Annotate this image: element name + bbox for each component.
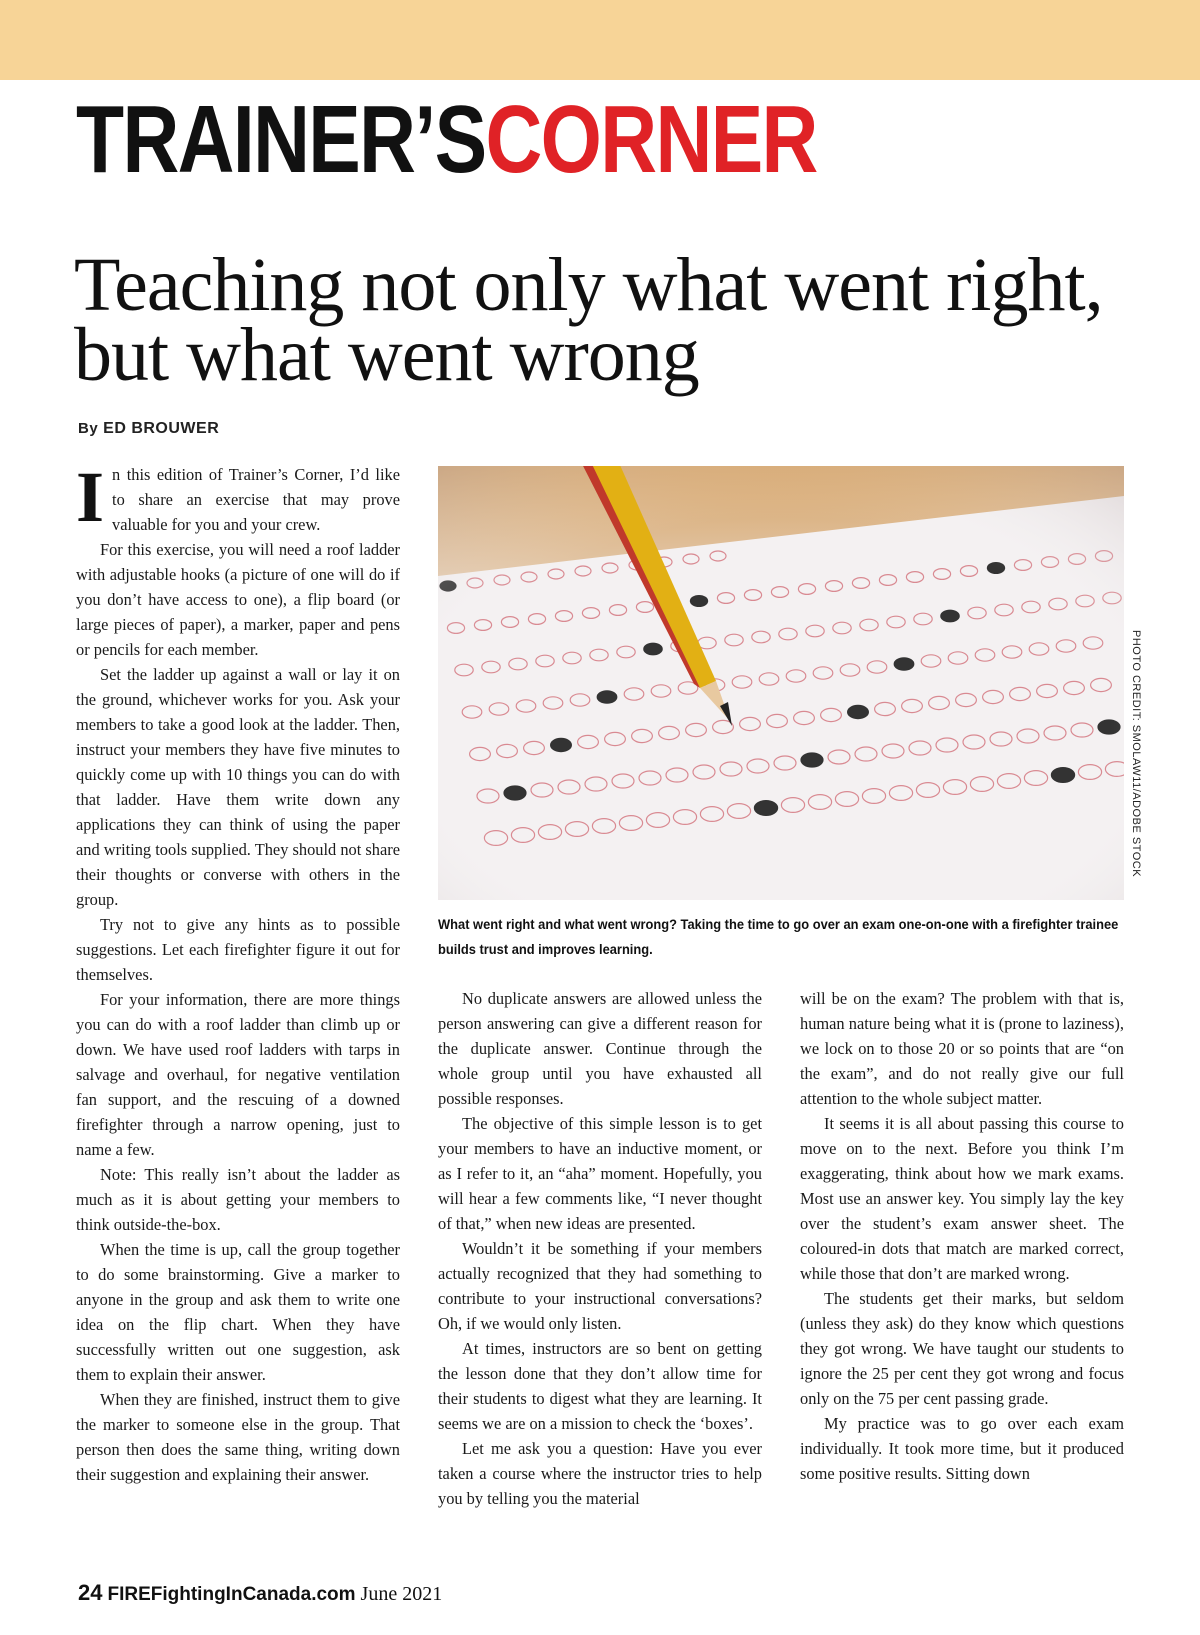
paragraph: In this edition of Trainer’s Corner, I’d like to share an exercise that may prove valuable for you and your crew. bbox=[76, 457, 400, 537]
page-footer bbox=[78, 1580, 442, 1606]
exam-sheet-pencil-photo bbox=[438, 466, 1124, 900]
section-masthead bbox=[76, 86, 817, 193]
paragraph: No duplicate answers are allowed unless the person answering can give a different reason for the duplicate answer. Continue through the whole group until you have exhausted all possible responses. bbox=[438, 989, 762, 1108]
paragraph: At times, instructors are so bent on getting the lesson done that they don’t allow time for their students to digest what they are learning. It seems we are on a mission to check the ‘boxes’. bbox=[438, 1339, 762, 1433]
paragraph: Try not to give any hints as to possible suggestions. Let each firefighter figure it out for themselves. bbox=[76, 915, 400, 984]
byline-author: ED BROUWER bbox=[103, 420, 220, 437]
paragraph: Note: This really isn’t about the ladder as much as it is about getting your members to think outside-the-box. bbox=[76, 1165, 400, 1234]
article-column-1 bbox=[76, 457, 400, 1487]
publication-site: FIREFightingInCanada.com bbox=[107, 1584, 356, 1605]
photo-credit: PHOTO CREDIT: SMOLAW11/ADOBE STOCK bbox=[1130, 630, 1142, 878]
paragraph: will be on the exam? The problem with that is, human nature being what it is (prone to laziness), we lock on to those 20 or so points that are “on the exam”, and do not really give our full attention to the whole subject matter. bbox=[800, 989, 1124, 1108]
article-column-2 bbox=[438, 986, 762, 1511]
photo-caption: What went right and what went wrong? Taking the time to go over an exam one-on-one with a firefighter trainee builds trust and improves learning. bbox=[438, 916, 1119, 957]
paragraph: The students get their marks, but seldom (unless they ask) do they know which questions they got wrong. We have taught our students to ignore the 25 per cent they got wrong and focus only on the 75 per cent passing grade. bbox=[800, 1289, 1124, 1408]
article-headline: Teaching not only what went right, but what went wrong bbox=[74, 243, 1103, 397]
paragraph: Wouldn’t it be something if your members actually recognized that they had something to contribute to your instructional conversations? Oh, if we would only listen. bbox=[438, 1239, 762, 1333]
page-number: 24 bbox=[78, 1580, 103, 1605]
masthead-corner: CORNER bbox=[485, 86, 817, 193]
paragraph: For this exercise, you will need a roof ladder with adjustable hooks (a picture of one will do if you don’t have access to one), a flip board (or large pieces of paper), a marker, paper and pens or pencils for each member. bbox=[76, 540, 400, 659]
article-column-3 bbox=[800, 986, 1124, 1486]
paragraph: When the time is up, call the group together to do some brainstorming. Give a marker to anyone in the group and ask them to write one idea on the flip chart. When they have successfully written out one suggestion, ask them to explain their answer. bbox=[76, 1240, 400, 1384]
byline bbox=[78, 420, 219, 438]
paragraph: Set the ladder up against a wall or lay it on the ground, whichever works for you. Ask your members to take a good look at the ladder. Then, instruct your members they have five minutes to quickly come up with 10 things you can do with that ladder. Have them write down any applications they can think of using the paper and writing tools supplied. They should not share their thoughts or converse with others in the group. bbox=[76, 665, 400, 909]
paragraph: My practice was to go over each exam individually. It took more time, but it produced some positive results. Sitting down bbox=[800, 1414, 1124, 1483]
byline-by: By bbox=[78, 420, 99, 437]
paragraph: It seems it is all about passing this course to move on to the next. Before you think I’m exaggerating, think about how we mark exams. Most use an answer key. You simply lay the key over the student’s exam answer sheet. The coloured-in dots that match are marked correct, while those that don’t are marked wrong. bbox=[800, 1114, 1124, 1283]
issue-date: June 2021 bbox=[360, 1583, 443, 1605]
top-color-band bbox=[0, 0, 1200, 80]
paragraph: For your information, there are more things you can do with a roof ladder than climb up or down. We have used roof ladders with tarps in salvage and overhaul, for negative ventilation fan support, and the rescuing of a downed firefighter through a narrow opening, just to name a few. bbox=[76, 990, 400, 1159]
masthead-trainers: TRAINER’S bbox=[76, 86, 486, 193]
paragraph: Let me ask you a question: Have you ever taken a course where the instructor tries to help you by telling you the material bbox=[438, 1439, 762, 1508]
paragraph: The objective of this simple lesson is to get your members to have an inductive moment, or as I refer to it, an “aha” moment. Hopefully, you will hear a few comments like, “I never thought of that,” when new ideas are presented. bbox=[438, 1114, 762, 1233]
drop-cap: I bbox=[76, 457, 105, 537]
paragraph: When they are finished, instruct them to give the marker to someone else in the group. That person then does the same thing, writing down their suggestion and explaining their answer. bbox=[76, 1390, 400, 1484]
